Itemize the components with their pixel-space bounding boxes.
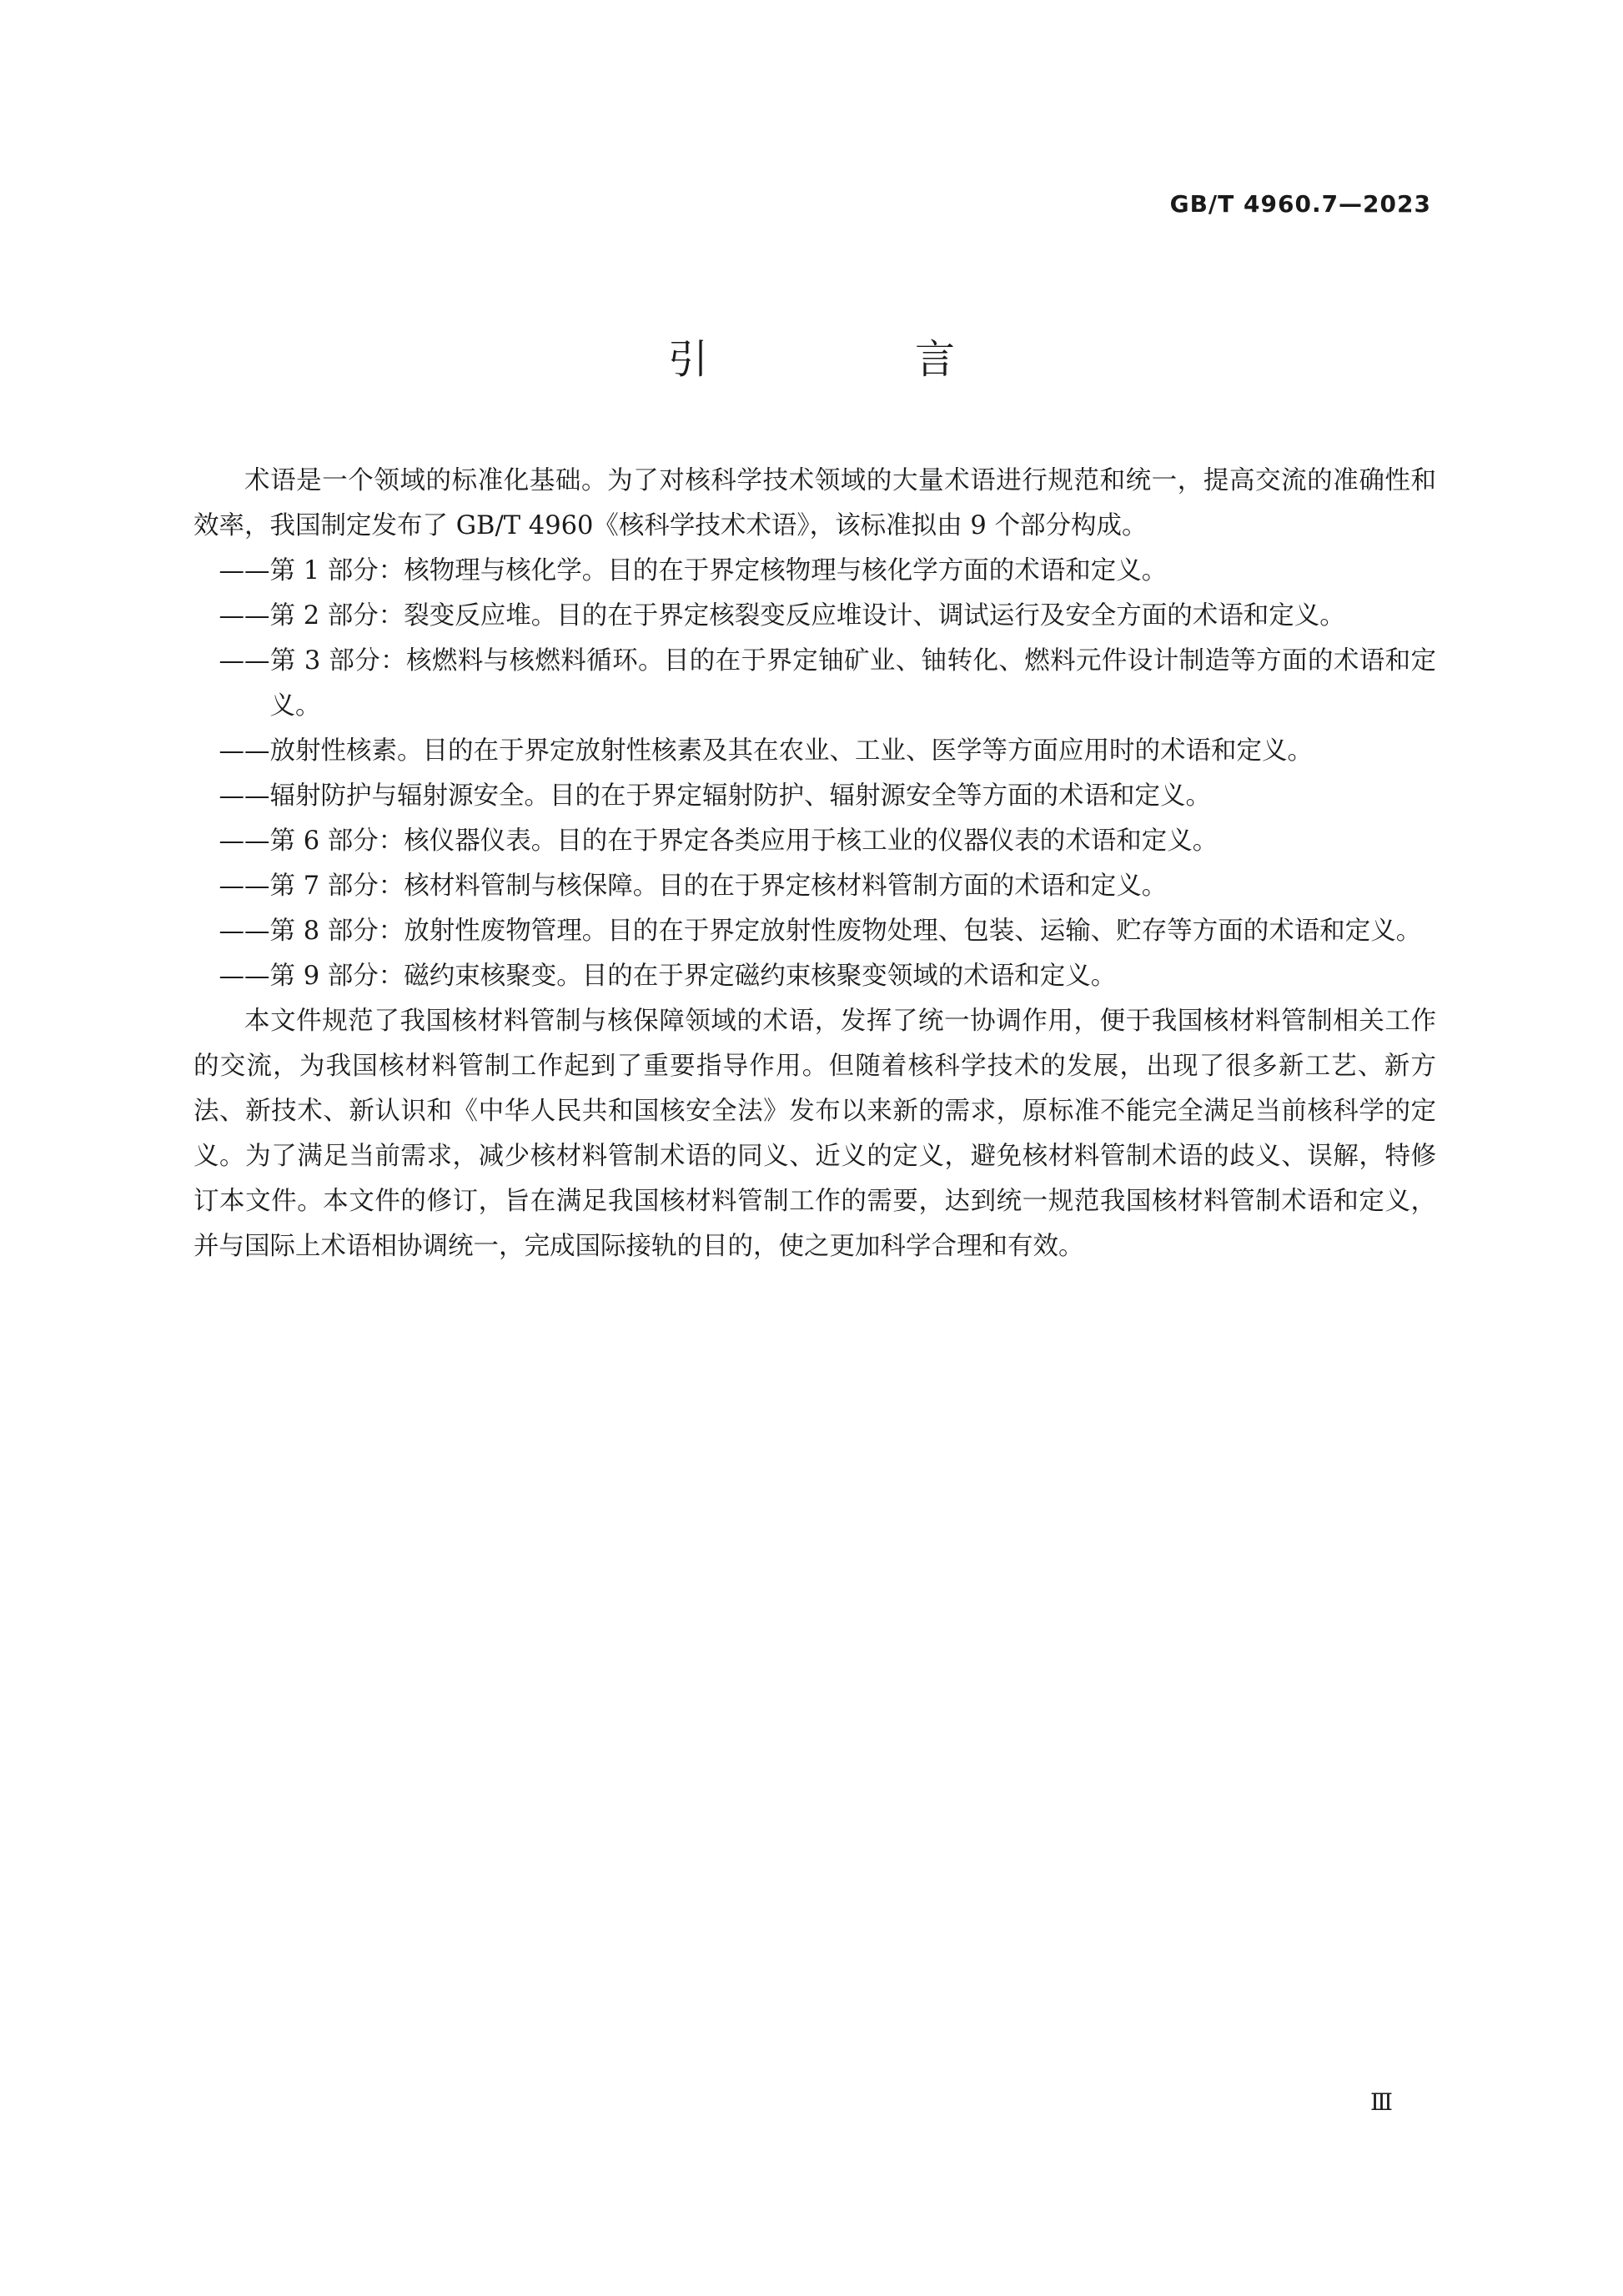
- part-item-7: ——第 7 部分：核材料管制与核保障。目的在于界定核材料管制方面的术语和定义。: [219, 872, 1168, 901]
- part-item-6: ——第 6 部分：核仪器仪表。目的在于界定各类应用于核工业的仪器仪表的术语和定义。: [219, 826, 1219, 856]
- document-body: [193, 459, 1436, 1269]
- page-number: Ⅲ: [1369, 2088, 1393, 2116]
- part-item-2: ——第 2 部分：裂变反应堆。目的在于界定核裂变反应堆设计、调试运行及安全方面的术语和定义。: [219, 601, 1345, 631]
- section-title: 引 言: [667, 336, 1038, 383]
- closing-paragraph: 本文件规范了我国核材料管制与核保障领域的术语，发挥了统一协调作用，便于我国核材料管制相关工作的交流，为我国核材料管制工作起到了重要指导作用。但随着核科学技术的发展，出现了很多新工艺、新方法、新技术、新认识和《中华人民共和国核安全法》发布以来新的需求，原标准不能完全满足当前核科学的定义。为了满足当前需求，减少核材料管制术语的同义、近义的定义，避免核材料管制术语的歧义、误解，特修订本文件。本文件的修订，旨在满足我国核材料管制工作的需要，达到统一规范我国核材料管制术语和定义，并与国际上术语相协调统一，完成国际接轨的目的，使之更加科学合理和有效。: [193, 1007, 1436, 1261]
- part-item-3: ——第 3 部分：核燃料与核燃料循环。目的在于界定铀矿业、铀转化、燃料元件设计制造等方面的术语和定义。: [219, 646, 1436, 721]
- part-item-8: ——第 8 部分：放射性废物管理。目的在于界定放射性废物处理、包装、运输、贮存等方面的术语和定义。: [219, 917, 1422, 946]
- part-item-5: ——辐射防护与辐射源安全。目的在于界定辐射防护、辐射源安全等方面的术语和定义。: [219, 781, 1211, 811]
- part-item-9: ——第 9 部分：磁约束核聚变。目的在于界定磁约束核聚变领域的术语和定义。: [219, 962, 1117, 991]
- part-item-4: ——放射性核素。目的在于界定放射性核素及其在农业、工业、医学等方面应用时的术语和定义。: [219, 736, 1313, 766]
- part-item-1: ——第 1 部分：核物理与核化学。目的在于界定核物理与核化学方面的术语和定义。: [219, 556, 1168, 585]
- intro-paragraph: 术语是一个领域的标准化基础。为了对核科学技术领域的大量术语进行规范和统一，提高交流的准确性和效率，我国制定发布了 GB/T 4960《核科学技术术语》，该标准拟由 9 个部分构成。: [193, 466, 1436, 540]
- document-code: GB/T 4960.7—2023: [1169, 190, 1431, 218]
